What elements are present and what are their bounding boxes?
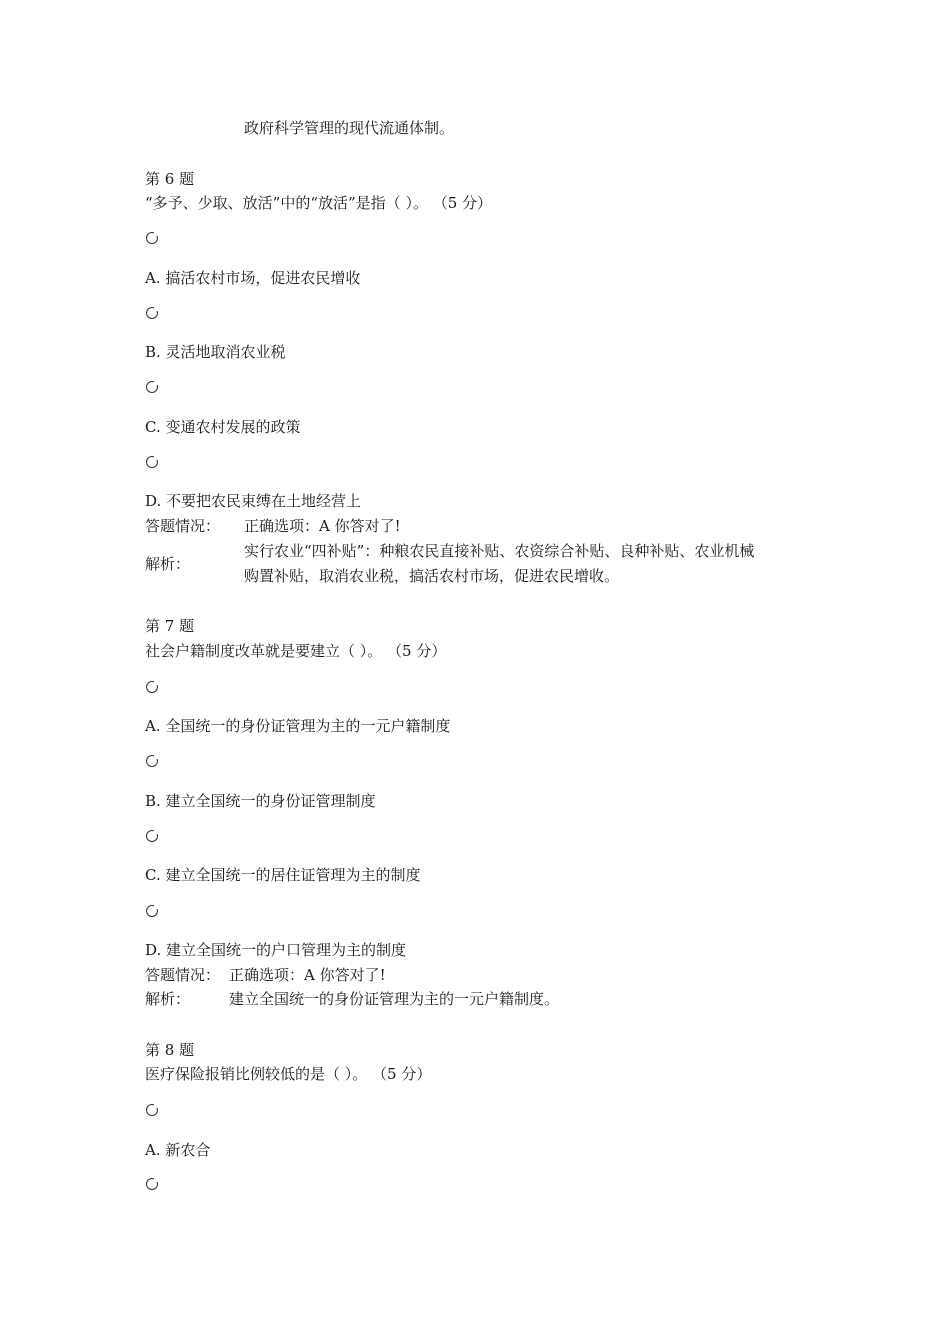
- analysis-label: 解析：: [145, 990, 191, 1008]
- option-d: D. 不要把农民束缚在土地经营上: [145, 492, 362, 510]
- option-c: C. 变通农村发展的政策: [145, 418, 301, 436]
- radio-button[interactable]: [146, 381, 158, 393]
- analysis-line-2: 购置补贴，取消农业税，搞活农村市场，促进农民增收。: [244, 567, 620, 585]
- question-7-stem: 社会户籍制度改革就是要建立（ ）。 （5 分）: [145, 642, 447, 660]
- option-d: D. 建立全国统一的户口管理为主的制度: [145, 941, 407, 959]
- question-7-heading: 第 7 题: [145, 617, 195, 635]
- result-text: 正确选项：A 你答对了!: [229, 966, 386, 984]
- option-b: B. 灵活地取消农业税: [145, 343, 286, 361]
- option-a: A. 全国统一的身份证管理为主的一元户籍制度: [145, 717, 451, 735]
- carryover-text: 政府科学管理的现代流通体制。: [244, 119, 455, 137]
- option-c: C. 建立全国统一的居住证管理为主的制度: [145, 866, 421, 884]
- radio-button[interactable]: [146, 681, 158, 693]
- radio-button[interactable]: [146, 456, 158, 468]
- option-a: A. 搞活农村市场，促进农民增收: [145, 269, 361, 287]
- radio-button[interactable]: [146, 1178, 158, 1190]
- analysis-label: 解析：: [145, 555, 191, 573]
- result-text: 正确选项：A 你答对了!: [244, 517, 401, 535]
- result-label: 答题情况：: [145, 517, 221, 535]
- option-b: B. 建立全国统一的身份证管理制度: [145, 792, 376, 810]
- radio-button[interactable]: [146, 755, 158, 767]
- question-6-heading: 第 6 题: [145, 170, 195, 188]
- analysis-line-1: 建立全国统一的身份证管理为主的一元户籍制度。: [229, 990, 560, 1008]
- radio-button[interactable]: [146, 1104, 158, 1116]
- radio-button[interactable]: [146, 830, 158, 842]
- question-6-stem: “多予、少取、放活”中的“放活”是指（ ）。 （5 分）: [145, 194, 493, 212]
- question-8-stem: 医疗保险报销比例较低的是（ ）。 （5 分）: [145, 1065, 432, 1083]
- radio-button[interactable]: [146, 232, 158, 244]
- result-label: 答题情况：: [145, 966, 221, 984]
- radio-button[interactable]: [146, 307, 158, 319]
- question-8-heading: 第 8 题: [145, 1041, 195, 1059]
- radio-button[interactable]: [146, 905, 158, 917]
- option-a: A. 新农合: [145, 1141, 211, 1159]
- analysis-line-1: 实行农业“四补贴”：种粮农民直接补贴、农资综合补贴、良种补贴、农业机械: [244, 542, 755, 560]
